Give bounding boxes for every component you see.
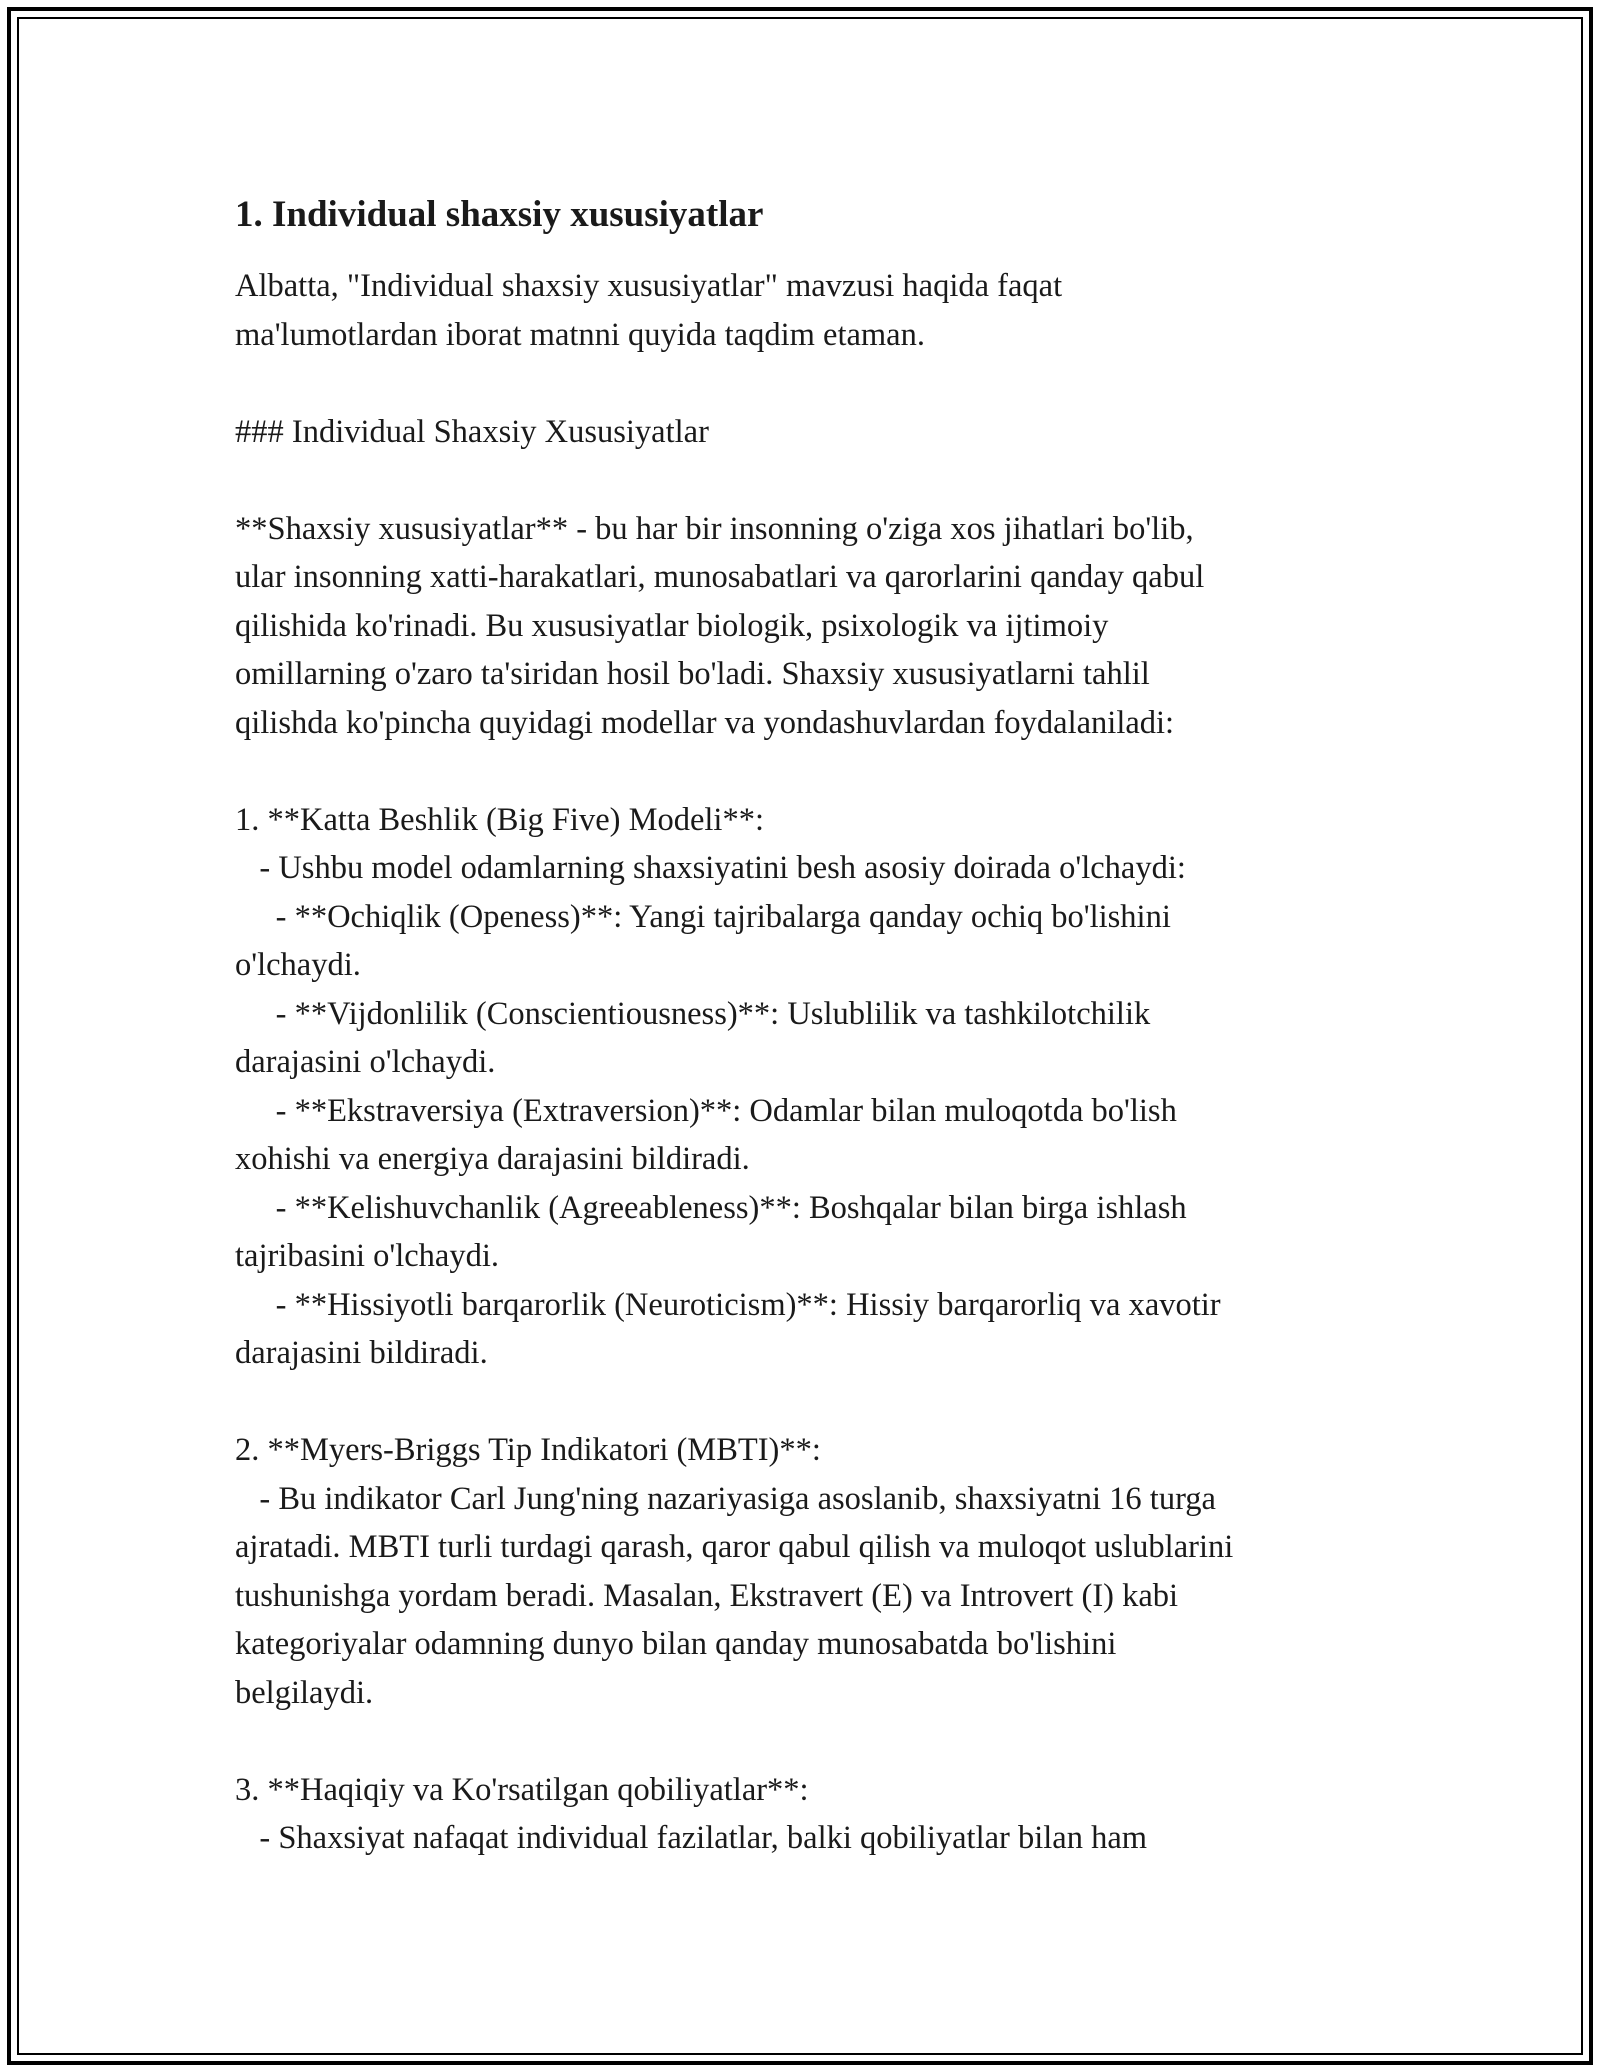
text-line: xohishi va energiya darajasini bildiradi. [235,1141,750,1178]
text-line: qilishida ko'rinadi. Bu xususiyatlar biologik, psixologik va ijtimoiy [235,607,1109,644]
text-line: ma'lumotlardan iborat matnni quyida taqdim etaman. [235,316,925,353]
text-line: o'lchaydi. [235,947,361,984]
text-line: - **Ekstraversiya (Extraversion)**: Odamlar bilan muloqotda bo'lish [235,1092,1177,1129]
text-line: 2. **Myers-Briggs Tip Indikatori (MBTI)**: [235,1432,821,1469]
text-line: ular insonning xatti-harakatlari, munosabatlari va qarorlarini qanday qabul [235,559,1205,596]
text-line: 1. **Katta Beshlik (Big Five) Modeli**: [235,801,764,838]
text-line [235,1378,1415,1427]
text-line: Albatta, "Individual shaxsiy xususiyatlar" mavzusi haqida faqat [235,268,1063,305]
text-line: - Bu indikator Carl Jung'ning nazariyasiga asoslanib, shaxsiyatni 16 turga [235,1480,1216,1517]
text-line: - **Vijdonlilik (Conscientiousness)**: Uslublilik va tashkilotchilik [235,995,1151,1032]
text-line: kategoriyalar odamning dunyo bilan qanday munosabatda bo'lishini [235,1626,1117,1663]
text-line: darajasini o'lchaydi. [235,1044,496,1081]
text-line: darajasini bildiradi. [235,1335,488,1372]
text-line: ajratadi. MBTI turli turdagi qarash, qaror qabul qilish va muloqot uslublarini [235,1529,1234,1566]
text-line: tajribasini o'lchaydi. [235,1238,499,1275]
document-text [235,262,1415,1863]
text-line: tushunishga yordam beradi. Masalan, Ekstravert (E) va Introvert (I) kabi [235,1577,1179,1614]
document-title: 1. Individual shaxsiy xususiyatlar [235,194,764,235]
text-line [235,456,1415,505]
text-line [235,747,1415,796]
text-line: - **Ochiqlik (Openess)**: Yangi tajribalarga qanday ochiq bo'lishini [235,898,1171,935]
text-line: qilishda ko'pincha quyidagi modellar va yondashuvlardan foydalaniladi: [235,704,1175,741]
text-line: belgilaydi. [235,1674,374,1711]
text-line: - Shaxsiyat nafaqat individual fazilatlar, balki qobiliyatlar bilan ham [235,1820,1148,1857]
text-line: 3. **Haqiqiy va Ko'rsatilgan qobiliyatlar**: [235,1771,809,1808]
text-line: - **Kelishuvchanlik (Agreeableness)**: Boshqalar bilan birga ishlash [235,1189,1187,1226]
text-line [235,1717,1415,1766]
text-line: ### Individual Shaxsiy Xususiyatlar [235,413,709,450]
text-line: - **Hissiyotli barqarorlik (Neuroticism)**: Hissiy barqarorliq va xavotir [235,1286,1221,1323]
text-line: - Ushbu model odamlarning shaxsiyatini besh asosiy doirada o'lchaydi: [235,850,1186,887]
text-line: **Shaxsiy xususiyatlar** - bu har bir insonning o'ziga xos jihatlari bo'lib, [235,510,1194,547]
text-line: omillarning o'zaro ta'siridan hosil bo'ladi. Shaxsiy xususiyatlarni tahlil [235,656,1150,693]
document-body [235,180,1415,1863]
text-line [235,359,1415,408]
